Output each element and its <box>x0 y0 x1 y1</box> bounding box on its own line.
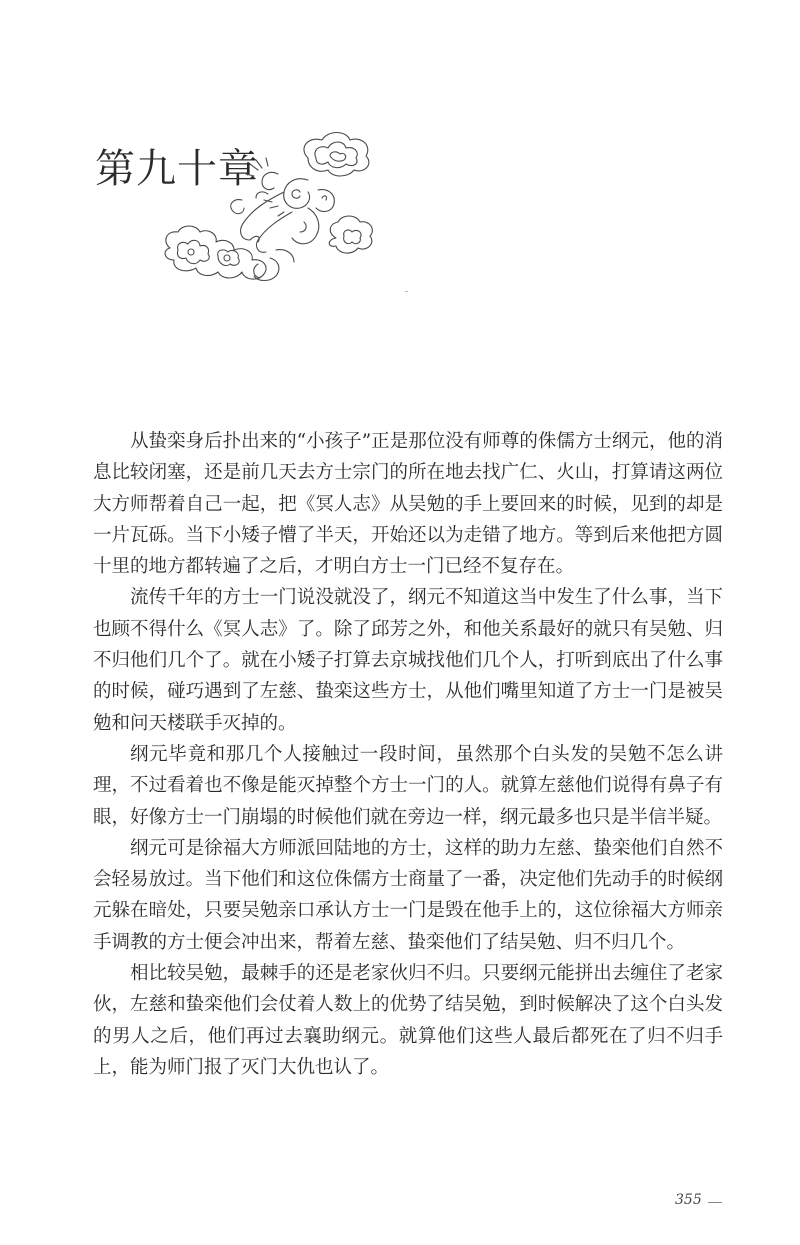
page-number-dash <box>708 1202 722 1203</box>
page-number: 355 <box>675 1192 702 1208</box>
paragraph-2: 流传千年的方士一门说没就没了，纲元不知道这当中发生了什么事，当下也顾不得什么《冥人志》了。除了邱芳之外，和他关系最好的就只有吴勉、归不归他们几个了。就在小矮子打算去京城找他们几个人，打听到底出了什么事的时候，碰巧遇到了左慈、蛰栾这些方士，从他们嘴里知道了方士一门是被吴勉和问天楼联手灭掉的。 <box>93 587 723 734</box>
paragraph-5: 相比较吴勉，最棘手的还是老家伙归不归。只要纲元能拼出去缠住了老家伙，左慈和蛰栾他们会仗着人数上的优势了结吴勉，到时候解决了这个白头发的男人之后，他们再过去襄助纲元。就算他们这些人最后都死在了归不归手上，能为师门报了灭门大仇也认了。 <box>93 963 723 1078</box>
paragraph-1: 从蛰栾身后扑出来的“小孩子”正是那位没有师尊的侏儒方士纲元，他的消息比较闭塞，还是前几天去方士宗门的所在地去找广仁、火山，打算请这两位大方师帮着自己一起，把《冥人志》从吴勉的手上要回来的时候，见到的却是一片瓦砾。当下小矮子懵了半天，开始还以为走错了地方。等到后来他把方圆十里的地方都转遍了之后，才明白方士一门已经不复存在。 <box>93 431 723 578</box>
decorative-speck <box>405 291 408 292</box>
chapter-title: 第九十章 <box>95 146 259 192</box>
paragraph-4: 纲元可是徐福大方师派回陆地的方士，这样的助力左慈、蛰栾他们自然不会轻易放过。当下他们和这位侏儒方士商量了一番，决定他们先动手的时候纲元躲在暗处，只要吴勉亲口承认方士一门是毁在他手上的，这位徐福大方师亲手调教的方士便会冲出来，帮着左慈、蛰栾他们了结吴勉、归不归几个。 <box>93 837 723 953</box>
paragraph-3: 纲元毕竟和那几个人接触过一段时间，虽然那个白头发的吴勉不怎么讲理，不过看着也不像是能灭掉整个方士一门的人。就算左慈他们说得有鼻子有眼，好像方士一门崩塌的时候他们就在旁边一样，纲元最多也只是半信半疑。 <box>93 743 723 828</box>
auspicious-cloud-ornament-icon <box>158 130 380 290</box>
chapter-body <box>93 426 723 1083</box>
